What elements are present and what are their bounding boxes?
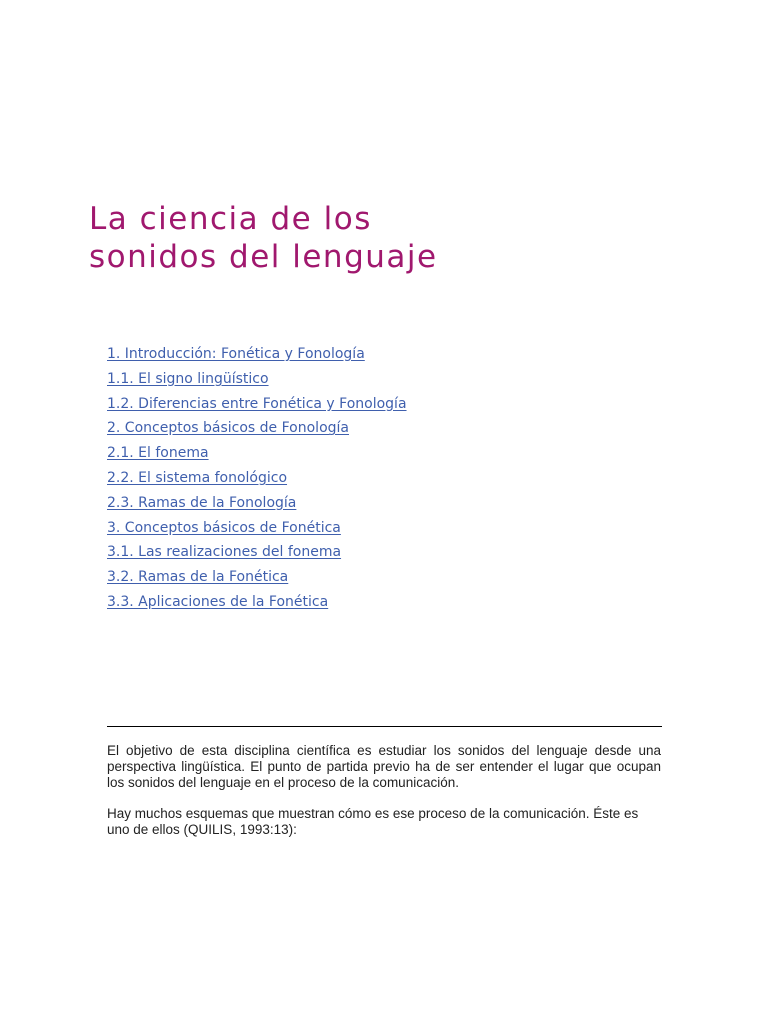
table-of-contents bbox=[107, 342, 407, 615]
toc-link-2[interactable]: 2. Conceptos básicos de Fonología bbox=[107, 420, 349, 437]
page-title-line-2: sonidos del lenguaje bbox=[89, 239, 438, 275]
toc-link-1[interactable]: 1. Introducción: Fonética y Fonología bbox=[107, 346, 365, 362]
toc-link-3-3[interactable]: 3.3. Aplicaciones de la Fonética bbox=[107, 593, 329, 610]
toc-item bbox=[107, 590, 407, 615]
toc-item bbox=[107, 416, 407, 441]
toc-item bbox=[107, 565, 407, 590]
toc-link-1-1[interactable]: 1.1. El signo lingüístico bbox=[107, 370, 269, 387]
toc-item bbox=[107, 491, 407, 516]
toc-item bbox=[107, 516, 407, 541]
toc-link-1-2[interactable]: 1.2. Diferencias entre Fonética y Fonología bbox=[107, 395, 407, 412]
toc-item bbox=[107, 540, 407, 565]
toc-link-2-3[interactable]: 2.3. Ramas de la Fonología bbox=[107, 494, 297, 511]
toc-link-3-1[interactable]: 3.1. Las realizaciones del fonema bbox=[107, 544, 342, 561]
body-paragraph-1: El objetivo de esta disciplina científica es estudiar los sonidos del lenguaje desde una perspectiva lingüística. El punto de partida previo ha de ser entender el lugar que ocupan los sonidos del lenguaje en el proceso de la comunicación. bbox=[107, 743, 661, 790]
page-title bbox=[89, 200, 689, 276]
toc-item bbox=[107, 342, 407, 367]
toc-link-2-1[interactable]: 2.1. El fonema bbox=[107, 445, 209, 462]
toc-link-3[interactable]: 3. Conceptos básicos de Fonética bbox=[107, 519, 341, 536]
toc-item bbox=[107, 367, 407, 392]
page-title-line-1: La ciencia de los bbox=[89, 201, 372, 237]
toc-link-2-2[interactable]: 2.2. El sistema fonológico bbox=[107, 469, 288, 486]
toc-link-3-2[interactable]: 3.2. Ramas de la Fonética bbox=[107, 569, 289, 586]
body-paragraph-2: Hay muchos esquemas que muestran cómo es ese proceso de la comunicación. Éste es uno de ellos (QUILIS, 1993:13): bbox=[107, 806, 639, 837]
toc-item bbox=[107, 392, 407, 417]
horizontal-divider bbox=[107, 726, 662, 727]
toc-item bbox=[107, 466, 407, 491]
toc-item bbox=[107, 441, 407, 466]
